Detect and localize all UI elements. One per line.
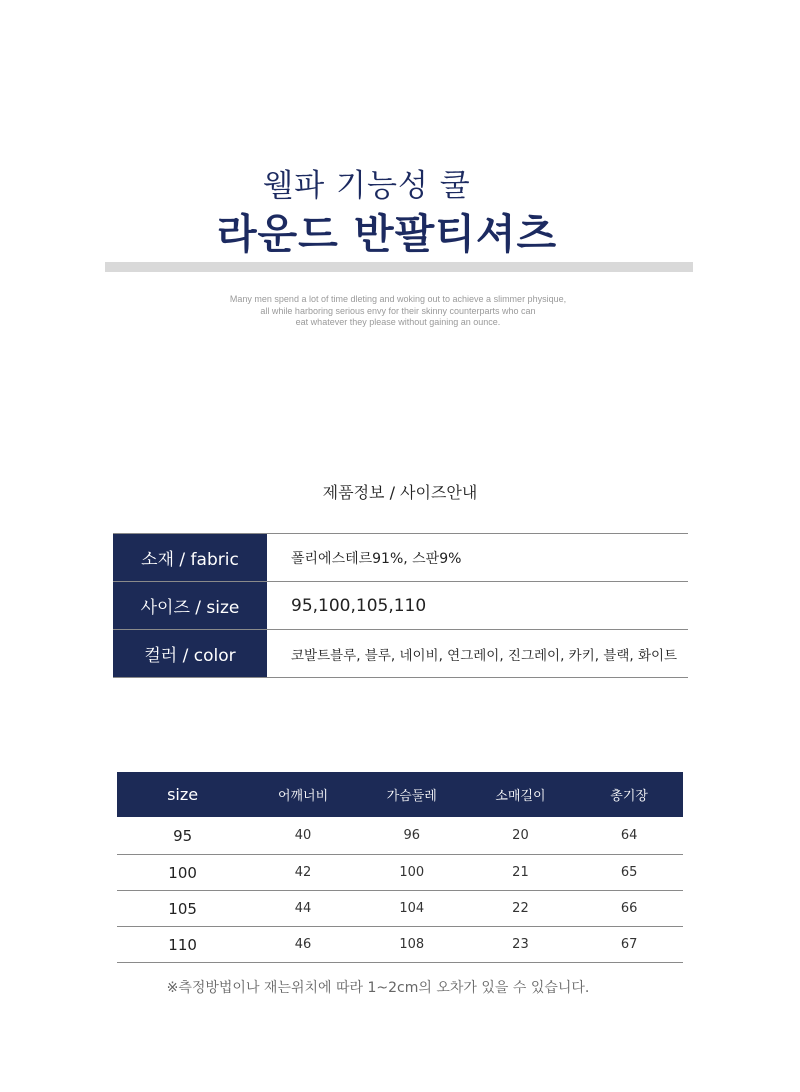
title-divider: [105, 262, 693, 272]
product-subtitle: 웰파 기능성 쿨: [263, 168, 471, 204]
tagline-line: Many men spend a lot of time dleting and woking out to achieve a slimmer physique,: [229, 294, 567, 304]
table-cell: 67: [620, 937, 638, 952]
column-header: 어깨너비: [277, 789, 329, 804]
column-header: 가슴둘레: [386, 789, 437, 804]
table-cell: 42: [294, 865, 312, 880]
section-title: 제품정보 / 사이즈안내: [322, 483, 478, 502]
table-cell: 40: [294, 828, 312, 843]
column-header: 총기장: [610, 789, 648, 804]
info-row-fabric: [113, 534, 688, 582]
table-cell: 95: [173, 826, 193, 845]
tagline: [0, 294, 796, 329]
product-info-table: [113, 533, 688, 678]
table-cell: 23: [512, 937, 529, 952]
table-cell: 100: [399, 865, 425, 880]
info-value: 폴리에스테르91%, 스판9%: [291, 550, 462, 567]
table-cell: 22: [512, 901, 529, 916]
table-cell: 46: [294, 937, 312, 952]
table-cell: 44: [294, 901, 312, 916]
table-cell: 110: [168, 935, 197, 954]
table-row: [117, 817, 683, 855]
size-table-header: [117, 772, 683, 817]
info-value: 코발트블루, 블루, 네이비, 연그레이, 진그레이, 카키, 블랙, 화이트: [291, 647, 678, 664]
measurement-note: ※측정방법이나 재는위치에 따라 1~2cm의 오차가 있을 수 있습니다.: [166, 980, 590, 996]
table-cell: 100: [168, 863, 197, 882]
info-label: 소재 / fabric: [113, 534, 267, 581]
table-row: [117, 927, 683, 963]
info-row-color: [113, 630, 688, 678]
table-cell: 108: [399, 937, 425, 952]
table-row: [117, 855, 683, 891]
table-row: [117, 891, 683, 927]
tagline-line: eat whatever they please without gaining an ounce.: [295, 317, 501, 327]
info-label: 사이즈 / size: [113, 582, 267, 629]
table-cell: 64: [620, 828, 638, 843]
table-cell: 20: [512, 828, 529, 843]
column-header: size: [167, 785, 199, 804]
table-cell: 105: [168, 899, 197, 918]
table-cell: 65: [620, 865, 638, 880]
info-row-size: [113, 582, 688, 630]
table-cell: 66: [620, 901, 638, 916]
info-label: 컬러 / color: [113, 630, 267, 677]
table-cell: 104: [399, 901, 425, 916]
info-value: 95,100,105,110: [291, 595, 427, 616]
size-table: [117, 772, 683, 963]
table-cell: 21: [512, 865, 529, 880]
column-header: 소매길이: [495, 789, 546, 804]
tagline-line: all while harboring serious envy for their skinny counterparts who can: [260, 305, 536, 316]
table-cell: 96: [403, 828, 421, 843]
product-title: 라운드 반팔티셔츠: [216, 210, 558, 258]
